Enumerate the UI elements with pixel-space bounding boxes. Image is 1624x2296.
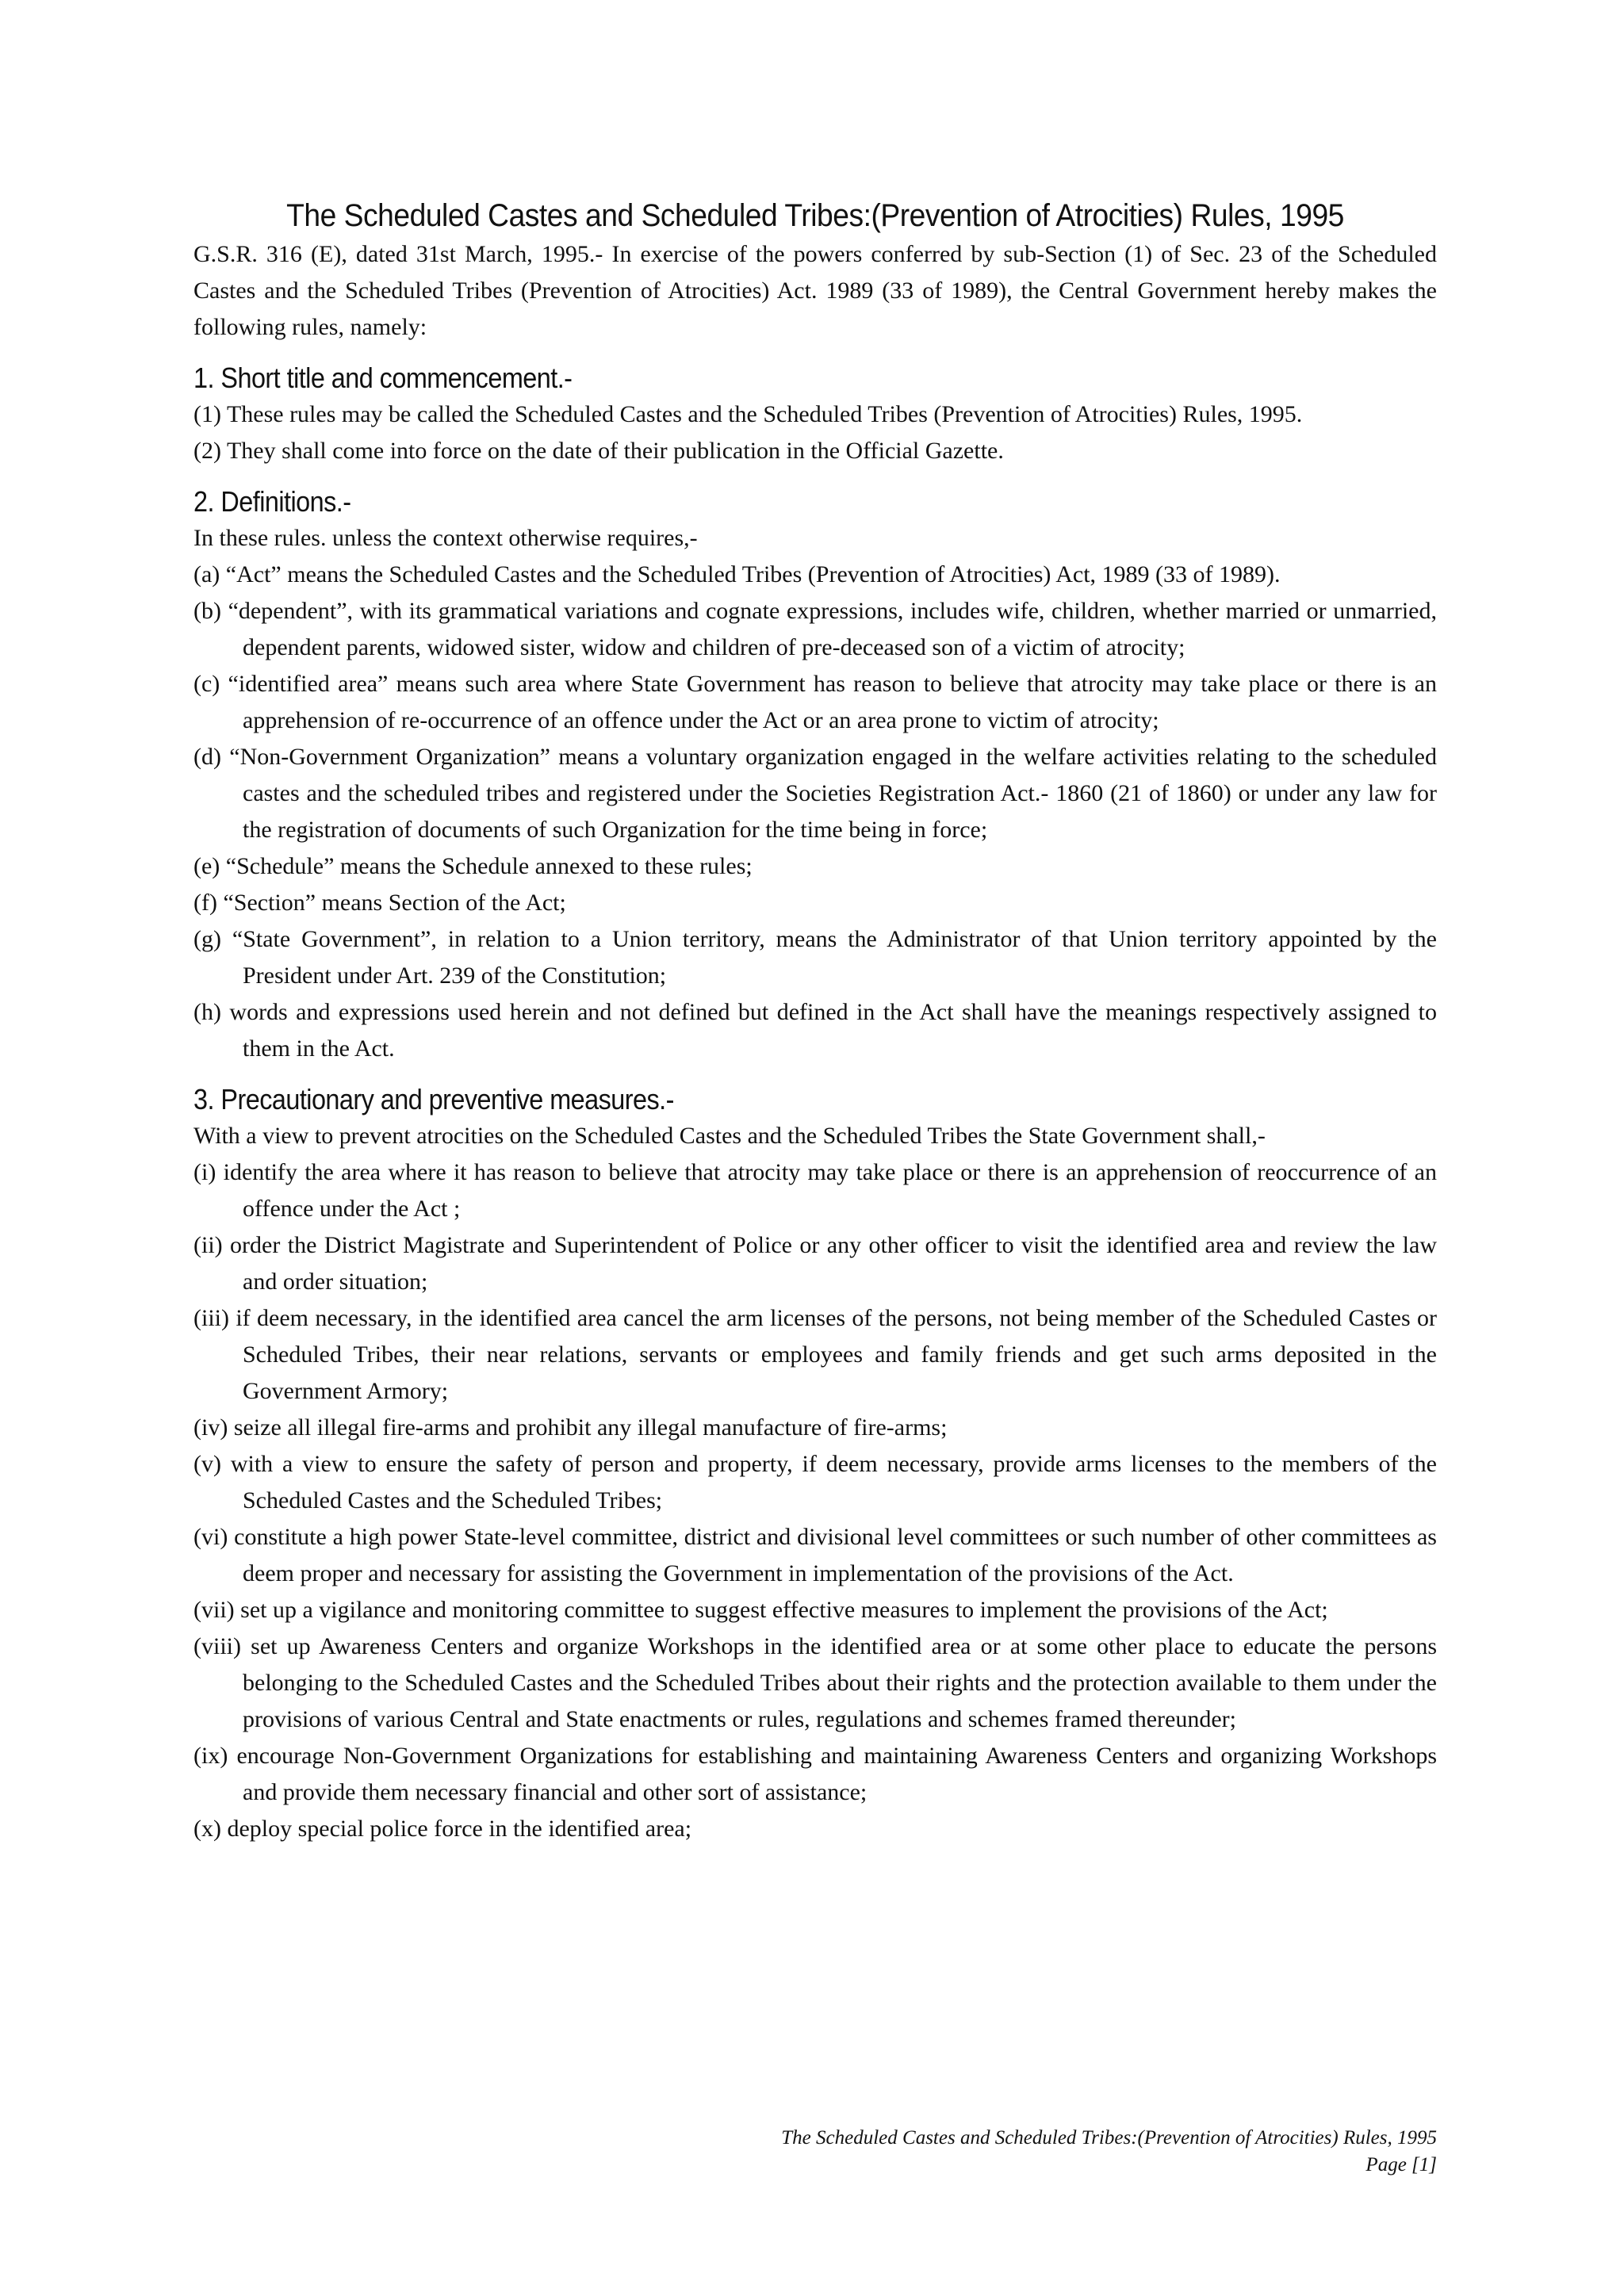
- definition-item: (c) “identified area” means such area where State Government has reason to believe that atrocity may take place or there is an apprehension of re-occurrence of an offence under the Act or an area prone to victim of atrocity;: [193, 671, 1437, 733]
- definition-item: (a) “Act” means the Scheduled Castes and the Scheduled Tribes (Prevention of Atrocities) Act, 1989 (33 of 1989).: [193, 561, 1281, 587]
- footer-running-title: The Scheduled Castes and Scheduled Tribes:(Prevention of Atrocities) Rules, 1995: [781, 2127, 1437, 2149]
- definition-item: (e) “Schedule” means the Schedule annexed to these rules;: [193, 853, 753, 879]
- measure-item: (viii) set up Awareness Centers and organize Workshops in the identified area or at some other place to educate the persons belonging to the Scheduled Castes and the Scheduled Tribes about their rights and the protection available to them under the provisions of various Central and State enactments or rules, regulations and schemes framed thereunder;: [193, 1633, 1437, 1732]
- section-short-title: [193, 360, 1437, 469]
- section-definitions: [193, 484, 1437, 1067]
- measure-item: (iii) if deem necessary, in the identified area cancel the arm licenses of the persons, not being member of the Scheduled Castes or Scheduled Tribes, their near relations, servants or employees and family friends and get such arms deposited in the Government Armory;: [193, 1305, 1437, 1404]
- measure-item: (vii) set up a vigilance and monitoring committee to suggest effective measures to implement the provisions of the Act;: [193, 1597, 1328, 1623]
- page-number: Page [1]: [1365, 2154, 1437, 2175]
- measure-item: (ix) encourage Non-Government Organizations for establishing and maintaining Awareness Centers and organizing Workshops and provide them necessary financial and other sort of assistance;: [193, 1743, 1437, 1805]
- rule-item: (2) They shall come into force on the date of their publication in the Official Gazette.: [193, 438, 1004, 464]
- measure-item: (x) deploy special police force in the identified area;: [193, 1816, 692, 1842]
- definition-item: (f) “Section” means Section of the Act;: [193, 890, 566, 916]
- definition-item: (b) “dependent”, with its grammatical variations and cognate expressions, includes wife, children, whether married or unmarried, dependent parents, widowed sister, widow and children of pre-deceased son of a victim of atrocity;: [193, 598, 1437, 660]
- definition-item: (d) “Non-Government Organization” means a voluntary organization engaged in the welfare activities relating to the scheduled castes and the scheduled tribes and registered under the Societies Registration Act.- 1860 (21 of 1860) or under any law for the registration of documents of such Organization for the time being in force;: [193, 744, 1437, 843]
- measure-item: (i) identify the area where it has reason to believe that atrocity may take place or there is an apprehension of reoccurrence of an offence under the Act ;: [193, 1159, 1437, 1222]
- section-heading: 3. Precautionary and preventive measures.-: [193, 1083, 674, 1115]
- rule-item: (1) These rules may be called the Scheduled Castes and the Scheduled Tribes (Prevention of Atrocities) Rules, 1995.: [193, 401, 1303, 427]
- definition-item: (h) words and expressions used herein and not defined but defined in the Act shall have the meanings respectively assigned to them in the Act.: [193, 999, 1437, 1062]
- definition-item: (g) “State Government”, in relation to a Union territory, means the Administrator of that Union territory appointed by the President under Art. 239 of the Constitution;: [193, 926, 1437, 989]
- preamble-paragraph: G.S.R. 316 (E), dated 31st March, 1995.- In exercise of the powers conferred by sub-Section (1) of Sec. 23 of the Scheduled Castes and the Scheduled Tribes (Prevention of Atrocities) Act. 1989 (33 of 1989), the Central Government hereby makes the following rules, namely:: [193, 241, 1437, 340]
- measure-item: (v) with a view to ensure the safety of person and property, if deem necessary, provide arms licenses to the members of the Scheduled Castes and the Scheduled Tribes;: [193, 1451, 1437, 1513]
- section-intro: In these rules. unless the context otherwise requires,-: [193, 525, 698, 551]
- document-title: The Scheduled Castes and Scheduled Tribes:(Prevention of Atrocities) Rules, 1995: [286, 198, 1344, 233]
- section-precautionary-measures: [193, 1081, 1437, 1847]
- measure-item: (iv) seize all illegal fire-arms and prohibit any illegal manufacture of fire-arms;: [193, 1414, 948, 1441]
- section-intro: With a view to prevent atrocities on the Scheduled Castes and the Scheduled Tribes the State Government shall,-: [193, 1123, 1266, 1149]
- rule-list: [193, 396, 1437, 469]
- document-page: [193, 197, 1437, 1847]
- measure-list: [193, 1154, 1437, 1847]
- section-heading: 1. Short title and commencement.-: [193, 362, 573, 394]
- page-footer: [781, 2125, 1437, 2179]
- definition-list: [193, 557, 1437, 1067]
- measure-item: (ii) order the District Magistrate and Superintendent of Police or any other officer to visit the identified area and review the law and order situation;: [193, 1232, 1437, 1295]
- measure-item: (vi) constitute a high power State-level committee, district and divisional level committees or such number of other committees as deem proper and necessary for assisting the Government in implementation of the provisions of the Act.: [193, 1524, 1437, 1586]
- section-heading: 2. Definitions.-: [193, 485, 351, 518]
